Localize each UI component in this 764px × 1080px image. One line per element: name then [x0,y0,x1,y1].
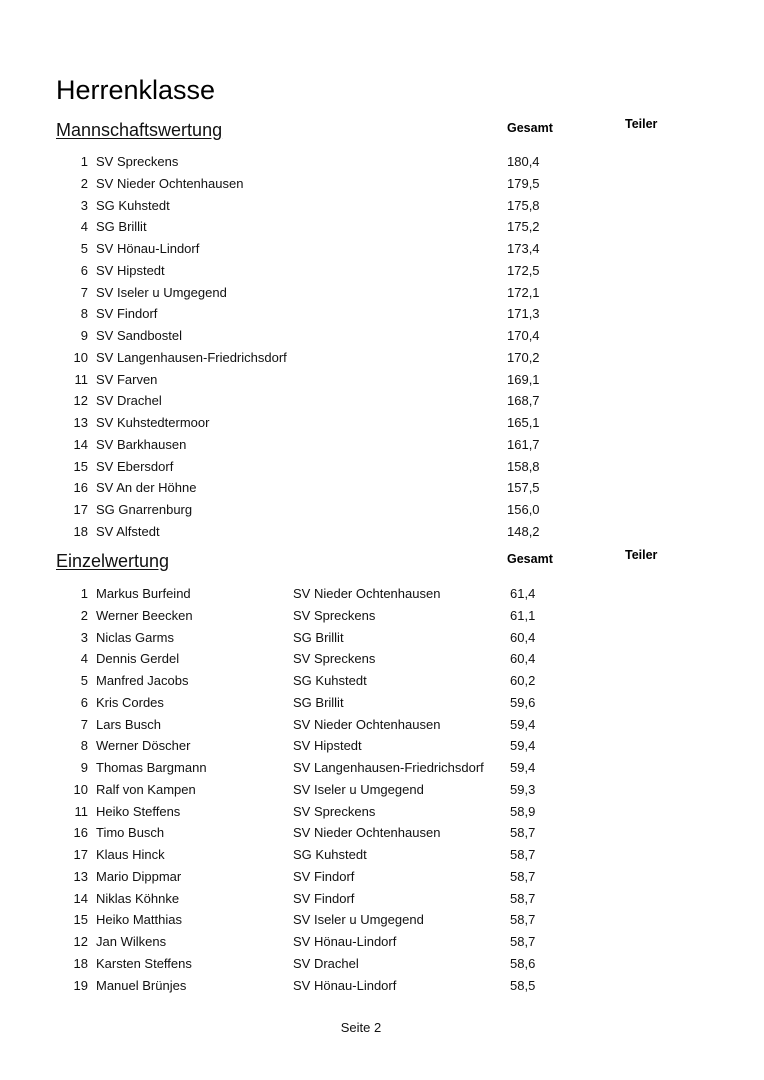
shooter-name-cell: Heiko Matthias [96,912,182,928]
table-row [0,715,764,737]
total-cell: 61,1 [510,607,536,623]
rank-cell: 17 [73,502,88,517]
rank-cell: 12 [73,393,88,409]
total-cell: 60,2 [510,673,536,688]
total-cell: 170,2 [507,349,540,365]
total-cell: 58,9 [510,803,536,819]
total-cell: 58,7 [510,847,536,862]
shooter-name-cell: Ralf von Kampen [96,781,196,797]
club-cell: SV Hönau-Lindorf [293,934,397,949]
club-cell: SV Spreckens [293,607,376,623]
total-cell: 180,4 [507,154,540,169]
club-cell: SV Langenhausen-Friedrichsdorf [293,760,484,775]
table-row [0,932,764,954]
table-row [0,802,764,824]
table-row [0,628,764,650]
club-cell: SG Kuhstedt [293,673,367,688]
total-cell: 59,3 [510,781,536,797]
shooter-name-cell: Niklas Köhnke [96,890,180,906]
table-row [0,522,764,544]
table-row [0,500,764,522]
team-name-cell: SV Farven [96,371,158,387]
shooter-name-cell: Werner Beecken [96,607,193,623]
rank-cell: 16 [73,825,88,841]
table-row [0,889,764,911]
team-name-cell: SV Langenhausen-Friedrichsdorf [96,349,287,365]
team-name-cell: SV Findorf [96,306,158,322]
individual-divider-column-header: Teiler [625,548,658,562]
table-row [0,261,764,283]
shooter-name-cell: Manuel Brünjes [96,977,187,993]
table-row [0,649,764,671]
total-cell: 172,5 [507,262,540,278]
club-cell: SV Nieder Ochtenhausen [293,825,441,841]
table-row [0,348,764,370]
rank-cell: 6 [80,262,88,278]
club-cell: SV Hönau-Lindorf [293,977,397,993]
total-cell: 168,7 [507,393,540,409]
total-cell: 161,7 [507,436,540,452]
rank-cell: 1 [80,586,88,601]
rank-cell: 1 [80,154,88,169]
table-row [0,867,764,889]
rank-cell: 2 [80,607,88,623]
club-cell: SV Nieder Ochtenhausen [293,586,441,601]
page-number: Seite 2 [340,1020,382,1035]
shooter-name-cell: Niclas Garms [96,629,175,645]
shooter-name-cell: Werner Döscher [96,738,191,754]
table-row [0,976,764,998]
total-cell: 61,4 [510,586,536,601]
total-cell: 158,8 [507,458,540,474]
total-cell: 175,8 [507,197,540,213]
table-row [0,910,764,932]
shooter-name-cell: Kris Cordes [96,694,164,710]
total-cell: 58,7 [510,912,536,928]
rank-cell: 7 [80,716,88,732]
table-row [0,217,764,239]
rank-cell: 14 [73,436,88,452]
total-cell: 58,7 [510,825,536,841]
table-row [0,152,764,174]
team-ranking-heading: Mannschaftswertung [56,120,223,140]
table-row [0,174,764,196]
club-cell: SV Findorf [293,868,355,884]
team-name-cell: SV Barkhausen [96,436,187,452]
club-cell: SG Kuhstedt [293,847,367,862]
table-row [0,823,764,845]
rank-cell: 8 [80,306,88,322]
table-row [0,584,764,606]
team-name-cell: SV Hönau-Lindorf [96,241,200,256]
team-name-cell: SV Alfstedt [96,523,160,539]
rank-cell: 16 [73,480,88,496]
table-row [0,780,764,802]
rank-cell: 9 [80,328,88,343]
total-cell: 173,4 [507,241,540,256]
club-cell: SG Brillit [293,694,344,710]
shooter-name-cell: Timo Busch [96,825,165,841]
rank-cell: 4 [80,219,88,235]
team-name-cell: SG Gnarrenburg [96,502,193,517]
club-cell: SV Spreckens [293,803,376,819]
shooter-name-cell: Manfred Jacobs [96,673,189,688]
total-cell: 58,7 [510,868,536,884]
rank-cell: 15 [73,458,88,474]
rank-cell: 11 [74,803,88,819]
individual-ranking-heading: Einzelwertung [56,551,170,571]
total-cell: 60,4 [510,629,536,645]
team-name-cell: SV Kuhstedtermoor [96,415,210,430]
table-row [0,736,764,758]
table-row [0,478,764,500]
table-row [0,370,764,392]
shooter-name-cell: Mario Dippmar [96,868,182,884]
total-cell: 179,5 [507,175,540,191]
club-cell: SV Iseler u Umgegend [293,912,424,928]
team-total-column-header: Gesamt [507,121,553,135]
rank-cell: 13 [73,415,88,430]
total-cell: 175,2 [507,219,540,235]
shooter-name-cell: Karsten Steffens [96,955,192,971]
total-cell: 58,7 [510,934,536,949]
individual-total-column-header: Gesamt [507,552,553,566]
total-cell: 165,1 [507,415,540,430]
team-divider-column-header: Teiler [625,117,658,131]
table-row [0,391,764,413]
rank-cell: 13 [73,868,88,884]
rank-cell: 5 [80,241,88,256]
rank-cell: 15 [73,912,88,928]
table-row [0,457,764,479]
total-cell: 157,5 [507,480,540,496]
table-row [0,413,764,435]
total-cell: 148,2 [507,523,540,539]
table-row [0,606,764,628]
shooter-name-cell: Klaus Hinck [96,847,165,862]
club-cell: SV Spreckens [293,651,376,667]
table-row [0,435,764,457]
shooter-name-cell: Markus Burfeind [96,586,191,601]
shooter-name-cell: Heiko Steffens [96,803,181,819]
total-cell: 169,1 [507,371,540,387]
club-cell: SG Brillit [293,629,344,645]
table-row [0,239,764,261]
total-cell: 171,3 [507,306,540,322]
rank-cell: 11 [74,371,88,387]
table-row [0,671,764,693]
rank-cell: 19 [73,977,88,993]
rank-cell: 18 [73,523,88,539]
team-name-cell: SG Brillit [96,219,147,235]
total-cell: 59,4 [510,760,536,775]
team-name-cell: SV Hipstedt [96,262,165,278]
team-name-cell: SV Drachel [96,393,162,409]
club-cell: SV Findorf [293,890,355,906]
total-cell: 59,6 [510,694,536,710]
rank-cell: 6 [80,694,88,710]
team-name-cell: SV Nieder Ochtenhausen [96,175,244,191]
table-row [0,283,764,305]
club-cell: SV Hipstedt [293,738,362,754]
rank-cell: 12 [73,934,88,949]
team-name-cell: SV Ebersdorf [96,458,174,474]
total-cell: 170,4 [507,328,540,343]
rank-cell: 9 [80,760,88,775]
rank-cell: 7 [80,284,88,300]
rank-cell: 4 [80,651,88,667]
shooter-name-cell: Lars Busch [96,716,162,732]
team-name-cell: SV An der Höhne [96,480,197,496]
rank-cell: 5 [80,673,88,688]
rank-cell: 17 [73,847,88,862]
table-row [0,758,764,780]
total-cell: 59,4 [510,738,536,754]
team-name-cell: SV Spreckens [96,154,179,169]
rank-cell: 10 [73,349,88,365]
total-cell: 60,4 [510,651,536,667]
table-row [0,304,764,326]
rank-cell: 14 [73,890,88,906]
team-name-cell: SV Sandbostel [96,328,183,343]
shooter-name-cell: Thomas Bargmann [96,760,207,775]
table-row [0,693,764,715]
total-cell: 58,7 [510,890,536,906]
rank-cell: 8 [80,738,88,754]
shooter-name-cell: Jan Wilkens [96,934,167,949]
total-cell: 172,1 [507,284,540,300]
rank-cell: 10 [73,781,88,797]
team-name-cell: SV Iseler u Umgegend [96,284,227,300]
total-cell: 58,6 [510,955,536,971]
club-cell: SV Iseler u Umgegend [293,781,424,797]
page-title: Herrenklasse [56,75,216,105]
table-row [0,196,764,218]
rank-cell: 3 [80,197,88,213]
club-cell: SV Drachel [293,955,359,971]
table-row [0,954,764,976]
club-cell: SV Nieder Ochtenhausen [293,716,441,732]
rank-cell: 18 [73,955,88,971]
rank-cell: 2 [80,175,88,191]
table-row [0,845,764,867]
team-name-cell: SG Kuhstedt [96,197,170,213]
rank-cell: 3 [80,629,88,645]
total-cell: 156,0 [507,502,540,517]
shooter-name-cell: Dennis Gerdel [96,651,180,667]
total-cell: 59,4 [510,716,536,732]
total-cell: 58,5 [510,977,536,993]
table-row [0,326,764,348]
